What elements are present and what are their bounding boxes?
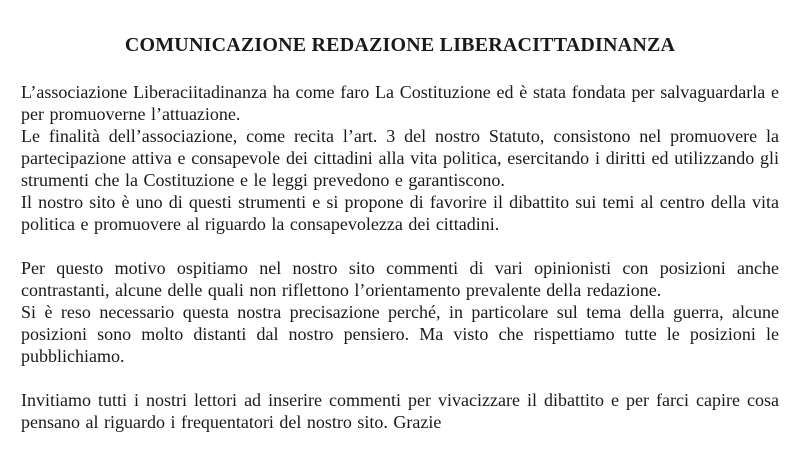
document-title: COMUNICAZIONE REDAZIONE LIBERACITTADINANZA <box>124 34 676 56</box>
paragraph-association-purpose: L’associazione Liberaciitadinanza ha come faro La Costituzione ed è stata fondata per salvaguardarla e per promuoverne l’attuazione. <box>21 82 779 124</box>
text-block-editorial-position <box>21 257 779 367</box>
paragraph-opinions-hosted: Per questo motivo ospitiamo nel nostro sito commenti di vari opinionisti con posizioni anche contrastanti, alcune delle quali non riflettono l’orientamento prevalente della redazione. <box>21 258 779 300</box>
paragraph-site-purpose: Il nostro sito è uno di questi strumenti e si propone di favorire il dibattito sui temi al centro della vita politica e promuovere al riguardo la consapevolezza dei cittadini. <box>21 192 779 234</box>
paragraph-reader-invitation: Invitiamo tutti i nostri lettori ad inserire commenti per vivacizzare il dibattito e per farci capire cosa pensano al riguardo i frequentatori del nostro sito. Grazie <box>21 390 779 432</box>
text-block-intro <box>21 81 779 235</box>
text-block-invitation <box>21 389 779 433</box>
paragraph-clarification: Si è reso necessario questa nostra precisazione perché, in particolare sul tema della guerra, alcune posizioni sono molto distanti dal nostro pensiero. Ma visto che rispettiamo tutte le posizioni le pubblichiamo. <box>21 302 779 366</box>
paragraph-statute-goals: Le finalità dell’associazione, come recita l’art. 3 del nostro Statuto, consistono nel promuovere la partecipazione attiva e consapevole dei cittadini alla vita politica, esercitando i diritti ed utilizzando gli strumenti che la Costituzione e le leggi prevedono e garantiscono. <box>21 126 779 190</box>
